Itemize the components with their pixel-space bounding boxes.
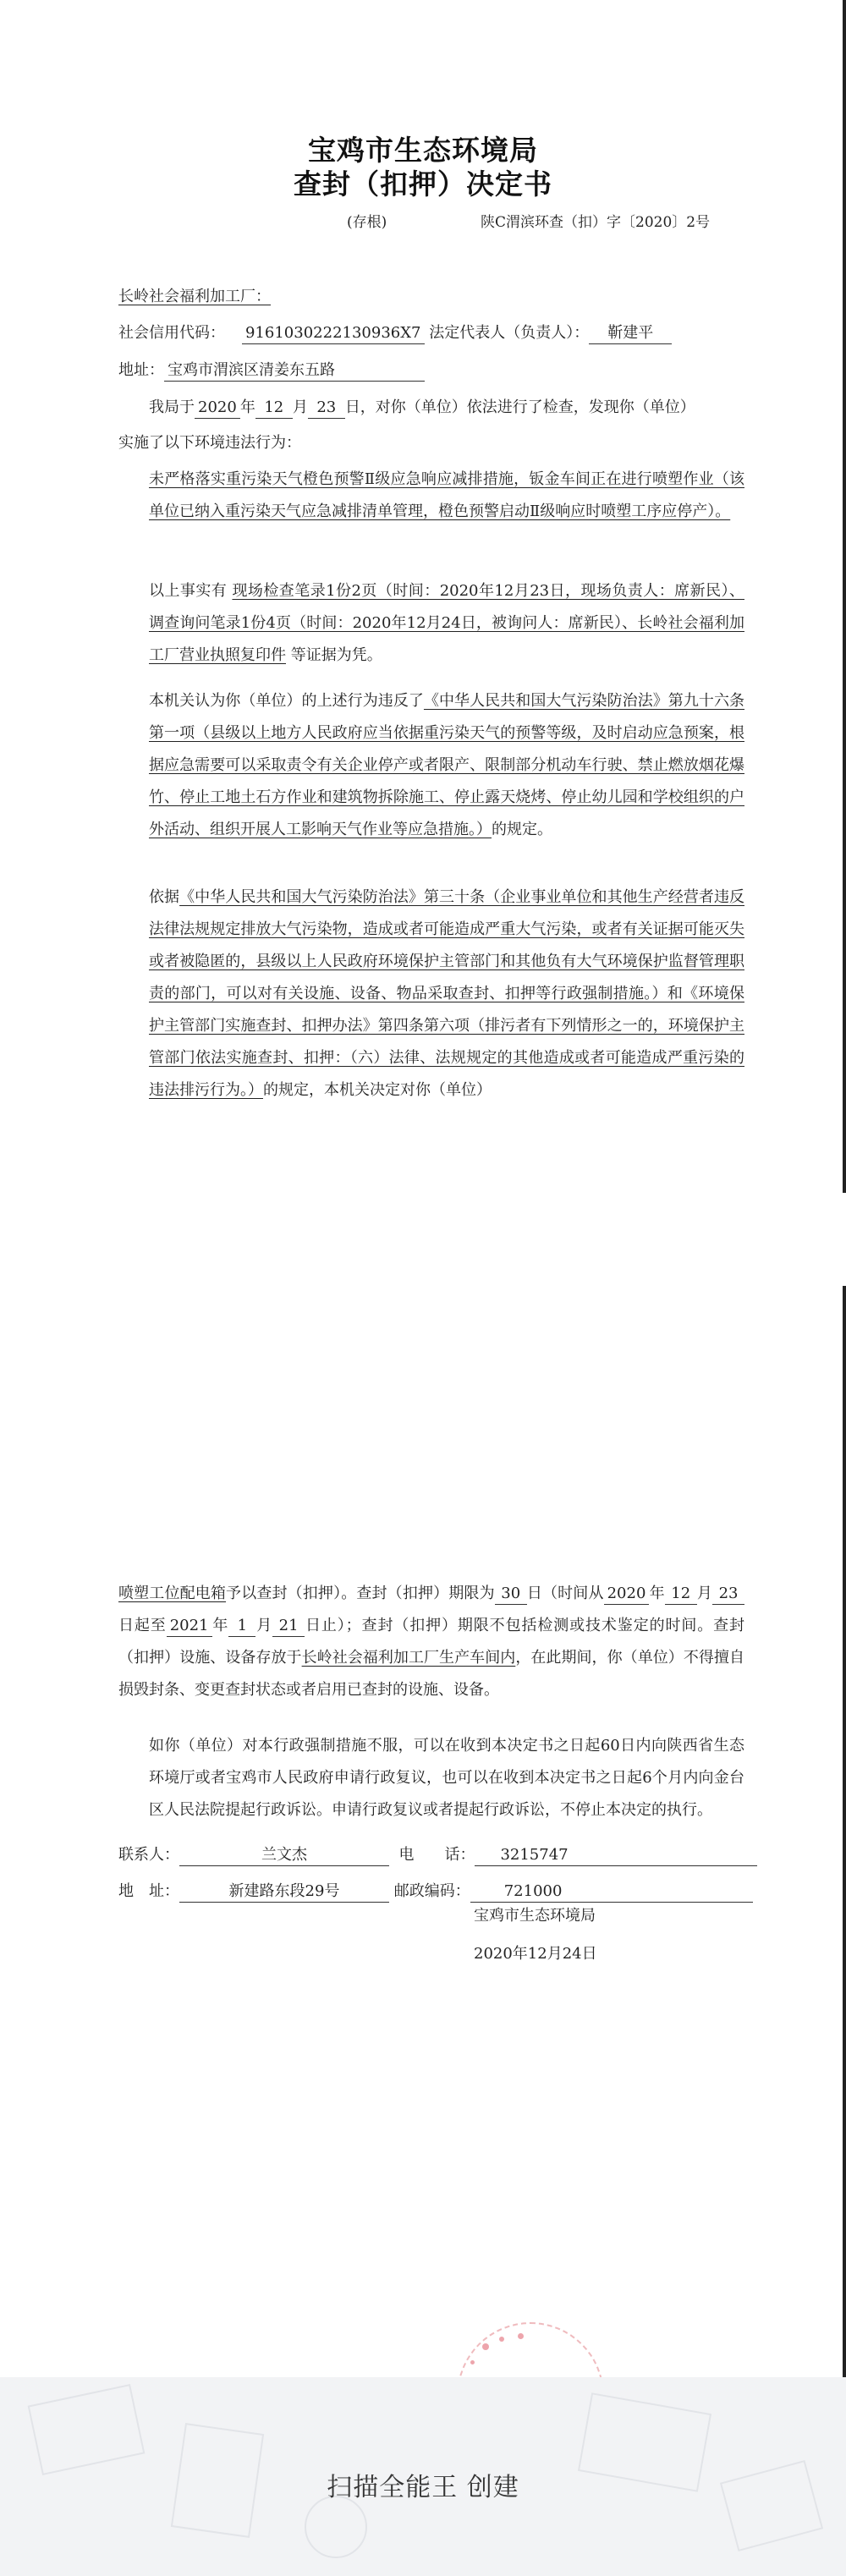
law-violation-lead: 本机关认为你（单位）的上述行为违反了 [149, 692, 424, 710]
seizure-text-4: 日止）；查封（扣押）期限不包括检测或技术鉴定的时间。查封（扣押）设施、设备存放于 [118, 1617, 745, 1667]
evidence-tail: 等证据为凭。 [290, 646, 382, 664]
seizure-text-3: 日起至 [118, 1617, 167, 1634]
agency-title: 宝鸡市生态环境局 [308, 134, 538, 167]
month-unit: 月 [292, 398, 308, 416]
document-page-1 [0, 0, 846, 1193]
contact-phone: 3215747 [475, 1845, 757, 1866]
to-day: 21 [272, 1616, 305, 1637]
contact-address: 新建路东段29号 [179, 1881, 389, 1903]
document-page-2 [0, 1286, 846, 2377]
issuer-name: 宝鸡市生态环境局 [474, 1907, 596, 1925]
address-label: 地址： [118, 361, 164, 379]
from-month: 12 [665, 1584, 697, 1605]
party-address: 宝鸡市渭滨区清姜东五路 [164, 360, 425, 382]
rep-label: 法定代表人（负责人）： [429, 324, 590, 342]
footer-watermark: 扫描全能王 创建 [327, 2473, 519, 2502]
seal-mark [470, 2360, 475, 2365]
contact-line [118, 1842, 744, 1868]
phone-label: 电 话： [398, 1846, 475, 1864]
legal-basis-content: 《中华人民共和国大气污染防治法》第三十条（企业事业单位和其他生产经营者违反法律法规规定排放大气污染物，造成或者可能造成严重大气污染，或者有关证据可能灭失或者被隐匿的，县级以上人民政府环境保护主管部门和其他负有大气环境保护监督管理职责的部门，可以对有关设施、设备、物品采取查封、扣押等行政强制措施。）和《环境保护主管部门实施查封、扣押办法》第四条第六项（排污者有下列情形之一的，环境保护主管部门依法实施查封、扣押：（六）法律、法规规定的其他造成或者可能造成严重污染的违法排污行为。） [149, 888, 745, 1099]
seal-mark [518, 2333, 524, 2339]
inspection-lead: 我局于 [149, 398, 195, 416]
violation-text: 未严格落实重污染天气橙色预警Ⅱ级应急响应减排措施，钣金车间正在进行喷塑作业（该单位已纳入重污染天气应急减排清单管理，橙色预警启动Ⅱ级响应时喷塑工序应停产）。 [149, 470, 744, 520]
contact-person-label: 联系人： [118, 1846, 179, 1864]
footer-decoration [28, 2384, 146, 2475]
inspection-year: 2020 [195, 398, 240, 419]
law-violation-paragraph [118, 685, 744, 846]
address-line [118, 357, 744, 383]
from-day: 23 [712, 1584, 744, 1605]
seizure-target: 喷塑工位配电箱 [118, 1585, 227, 1602]
appeal-paragraph: 如你（单位）对本行政强制措施不服，可以在收到本决定书之日起60日内向陕西省生态环境厅或者宝鸡市人民政府申请行政复议，也可以在收到本决定书之日起6个月内向金台区人民法院提起行政诉讼。申请行政复议或者提起行政诉讼，不停止本决定的执行。 [149, 1737, 744, 1819]
credit-code: 9161030222130936X7 [242, 323, 425, 344]
postcode: 721000 [470, 1881, 753, 1903]
scan-edge-right-2 [843, 1286, 846, 2377]
document-title: 查封（扣押）决定书 [294, 168, 552, 200]
legal-basis-paragraph [118, 882, 744, 1107]
contact-address-label: 地 址： [118, 1882, 179, 1900]
postcode-label: 邮政编码： [393, 1882, 470, 1900]
evidence-lead: 以上事实有 [149, 582, 228, 600]
copy-label: (存根) [347, 214, 387, 231]
scan-edge-right [843, 0, 846, 1193]
rep-name: 靳建平 [589, 323, 672, 344]
contact-person: 兰文杰 [179, 1845, 389, 1866]
seizure-text-1: 予以查封（扣押）。查封（扣押）期限为 [226, 1585, 495, 1602]
year-unit: 年 [239, 398, 255, 416]
legal-basis-tail: 的规定，本机关决定对你（单位） [263, 1081, 492, 1099]
inspection-line-2: 实施了以下环境违法行为： [118, 434, 301, 452]
evidence-content: 现场检查笔录1份2页（时间：2020年12月23日，现场负责人：席新民）、调查询问笔录1份4页（时间：2020年12月24日，被询问人：席新民）、长岭社会福利加工厂营业执照复印件 [149, 582, 744, 664]
law-violation-content: 《中华人民共和国大气污染防治法》第九十六条第一项（县级以上地方人民政府应当依据重污染天气的预警等级，及时启动应急预案，根据应急需要可以采取责令有关企业停产或者限产、限制部分机动车行驶、禁止燃放烟花爆竹、停止工地土石方作业和建筑物拆除施工、停止露天烧烤、停止幼儿园和学校组织的户外活动、组织开展人工影响天气作业等应急措施。） [149, 692, 745, 838]
evidence-paragraph [118, 575, 744, 672]
inspection-line [118, 394, 744, 420]
party-name-text: 长岭社会福利加工厂： [118, 288, 271, 305]
inspection-day: 23 [308, 398, 345, 419]
to-month: 1 [228, 1616, 255, 1637]
credit-label: 社会信用代码： [118, 324, 225, 342]
seizure-paragraph: 喷塑工位配电箱予以查封（扣押）。查封（扣押）期限为 30 日（时间从 2020 年 12 月 23日起至 2021 年 1 月 21 日止）；查封（扣押）期限不包括检测或技术鉴定的时间。查封（扣押）设施、设备存放于长岭社会福利加工厂生产车间内，在此期间，你（单位）不得擅自损毁封条、变更查封状态或者启用已查封的设施、设备。 [118, 1585, 745, 1699]
seizure-days: 30 [495, 1584, 527, 1605]
document-number: 陕C渭滨环查（扣）字〔2020〕2号 [481, 214, 711, 231]
from-year: 2020 [604, 1584, 650, 1605]
inspection-tail: 日，对你（单位）依法进行了检查，发现你（单位） [344, 398, 695, 416]
violation-paragraph [118, 464, 744, 528]
seal-mark [499, 2337, 504, 2342]
seal-mark [482, 2343, 489, 2350]
page-gap [0, 1193, 846, 1286]
issue-date: 2020年12月24日 [474, 1945, 597, 1963]
contact-address-line [118, 1878, 744, 1904]
legal-basis-lead: 依据 [149, 888, 180, 906]
scanner-footer [0, 2377, 846, 2576]
footer-decoration [305, 2496, 367, 2558]
seizure-text-5: ，在此期间，你（单位）不得擅自损毁封条、变更查封状态或者启用已查封的设施、设备。 [118, 1649, 745, 1699]
credit-line [118, 320, 744, 346]
party-name [118, 283, 744, 310]
seizure-text-2: 日（时间从 [526, 1585, 604, 1602]
law-violation-tail: 的规定。 [492, 821, 552, 838]
seizure-location: 长岭社会福利加工厂生产车间内 [301, 1649, 516, 1667]
inspection-month: 12 [255, 398, 293, 419]
to-year: 2021 [167, 1616, 212, 1637]
